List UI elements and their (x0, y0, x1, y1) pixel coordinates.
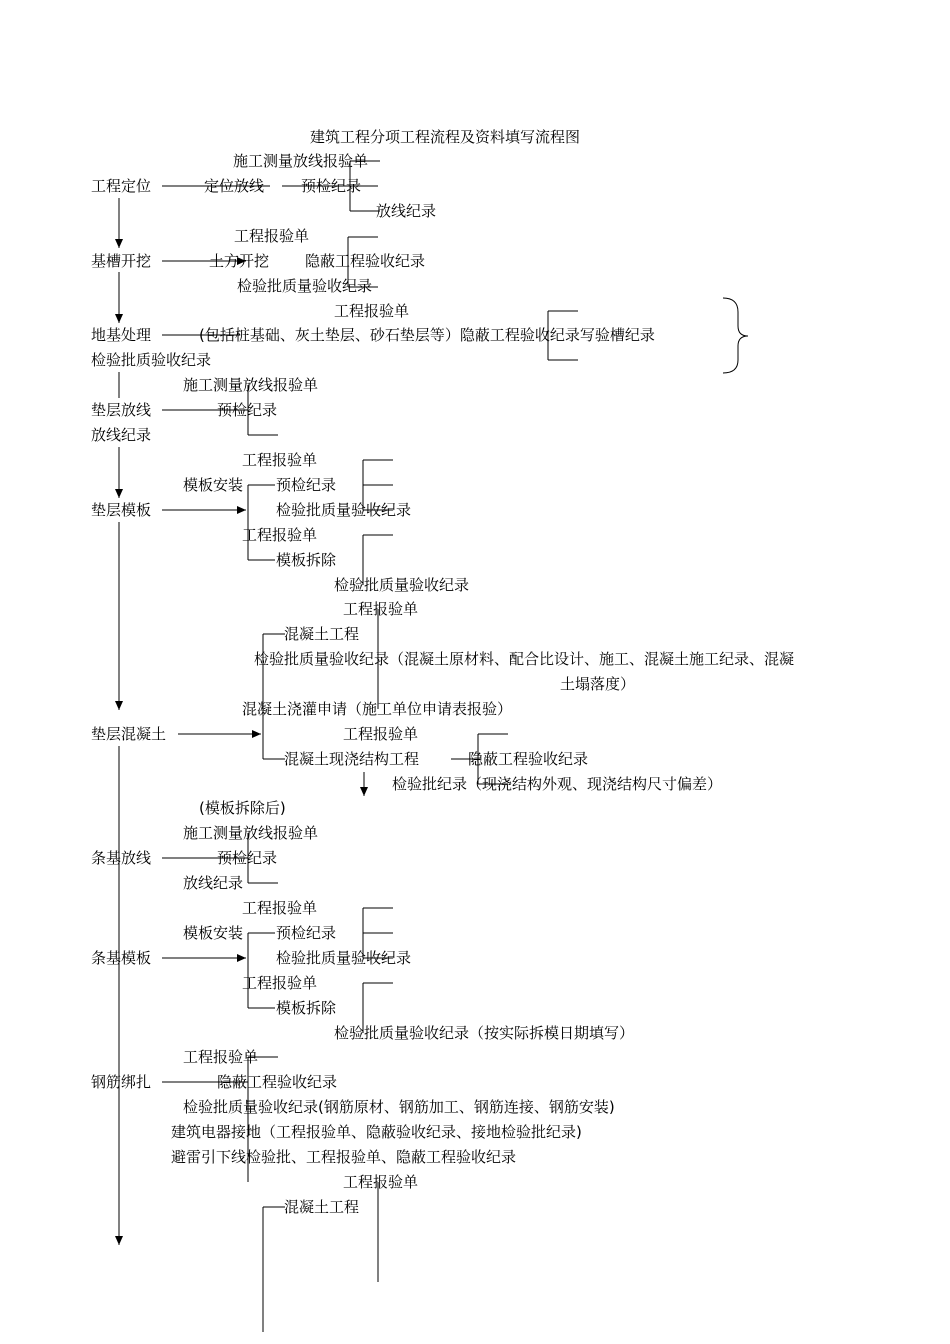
step-label: 模板拆除 (276, 999, 337, 1017)
record-label: 放线纪录 (183, 874, 244, 892)
step-label: 模板拆除 (276, 551, 337, 569)
right-brace (723, 298, 748, 373)
record-label: 隐蔽工程验收纪录 (468, 750, 589, 768)
record-label: 放线纪录 (376, 202, 437, 220)
step-label: 土方开挖 (209, 252, 270, 270)
record-label: 检验批质验收纪录 (91, 351, 212, 369)
record-label: 工程报验单 (234, 227, 310, 245)
record-label: 检验批质量验收纪录 (276, 501, 412, 519)
step-label: 模板安装 (183, 476, 244, 494)
record-label: 隐蔽工程验收纪录 (305, 252, 426, 270)
record-label: 预检纪录 (276, 924, 337, 942)
record-label: 检验批质量验收纪录（按实际拆模日期填写） (334, 1024, 635, 1042)
record-label: 预检纪录 (217, 849, 278, 867)
stage-label: 条基放线 (91, 849, 152, 867)
record-label: 工程报验单 (242, 899, 318, 917)
step-label: 混凝土现浇结构工程 (284, 750, 420, 768)
record-label: 预检纪录 (276, 476, 337, 494)
record-label: 工程报验单 (242, 974, 318, 992)
record-label: 工程报验单 (183, 1048, 259, 1066)
stage-label: 条基模板 (91, 949, 152, 967)
record-label: 工程报验单 (242, 451, 318, 469)
record-label: 施工测量放线报验单 (233, 152, 369, 170)
step-label: 模板安装 (183, 924, 244, 942)
record-label: 预检纪录 (301, 177, 362, 195)
record-label: 检验批质量验收纪录 (334, 576, 470, 594)
record-label: 放线纪录 (91, 426, 152, 444)
record-label: 土塌落度） (560, 675, 636, 693)
stage-label: 垫层模板 (91, 501, 152, 519)
record-label: 检验批质量验收纪录 (237, 277, 373, 295)
record-label: 隐蔽工程验收纪录 (217, 1073, 338, 1091)
record-label: 施工测量放线报验单 (183, 376, 319, 394)
step-label: 混凝土工程 (284, 1198, 360, 1216)
step-label: 定位放线 (204, 177, 265, 195)
record-label: 预检纪录 (217, 401, 278, 419)
record-label: 检验批质量验收纪录 (276, 949, 412, 967)
record-label: 工程报验单 (343, 600, 419, 618)
record-label: 检验批纪录（现浇结构外观、现浇结构尺寸偏差） (392, 775, 723, 793)
stage-label: 钢筋绑扎 (91, 1073, 152, 1091)
step-label: 混凝土工程 (284, 625, 360, 643)
record-label: 施工测量放线报验单 (183, 824, 319, 842)
note-label: (模板拆除后) (199, 799, 286, 817)
record-label: 建筑电器接地（工程报验单、隐蔽验收纪录、接地检验批纪录) (171, 1123, 582, 1141)
record-label: 工程报验单 (343, 725, 419, 743)
stage-label: 基槽开挖 (91, 252, 152, 270)
stage-label: 垫层混凝土 (91, 725, 167, 743)
record-label: 工程报验单 (334, 302, 410, 320)
record-label: 检验批质量验收纪录（混凝土原材料、配合比设计、施工、混凝土施工纪录、混凝 (254, 650, 795, 668)
record-label: 检验批质量验收纪录(钢筋原材、钢筋加工、钢筋连接、钢筋安装) (183, 1098, 615, 1116)
record-label: 避雷引下线检验批、工程报验单、隐蔽工程验收纪录 (171, 1148, 517, 1166)
record-label: 混凝土浇灌申请（施工单位申请表报验） (242, 700, 513, 718)
record-label: (包括桩基础、灰土垫层、砂石垫层等）隐蔽工程验收纪录写验槽纪录 (199, 326, 655, 344)
page-title: 建筑工程分项工程流程及资料填写流程图 (310, 128, 581, 146)
record-label: 工程报验单 (343, 1173, 419, 1191)
stage-label: 工程定位 (91, 177, 152, 195)
stage-label: 垫层放线 (91, 401, 152, 419)
stage-label: 地基处理 (91, 326, 152, 344)
record-label: 工程报验单 (242, 526, 318, 544)
